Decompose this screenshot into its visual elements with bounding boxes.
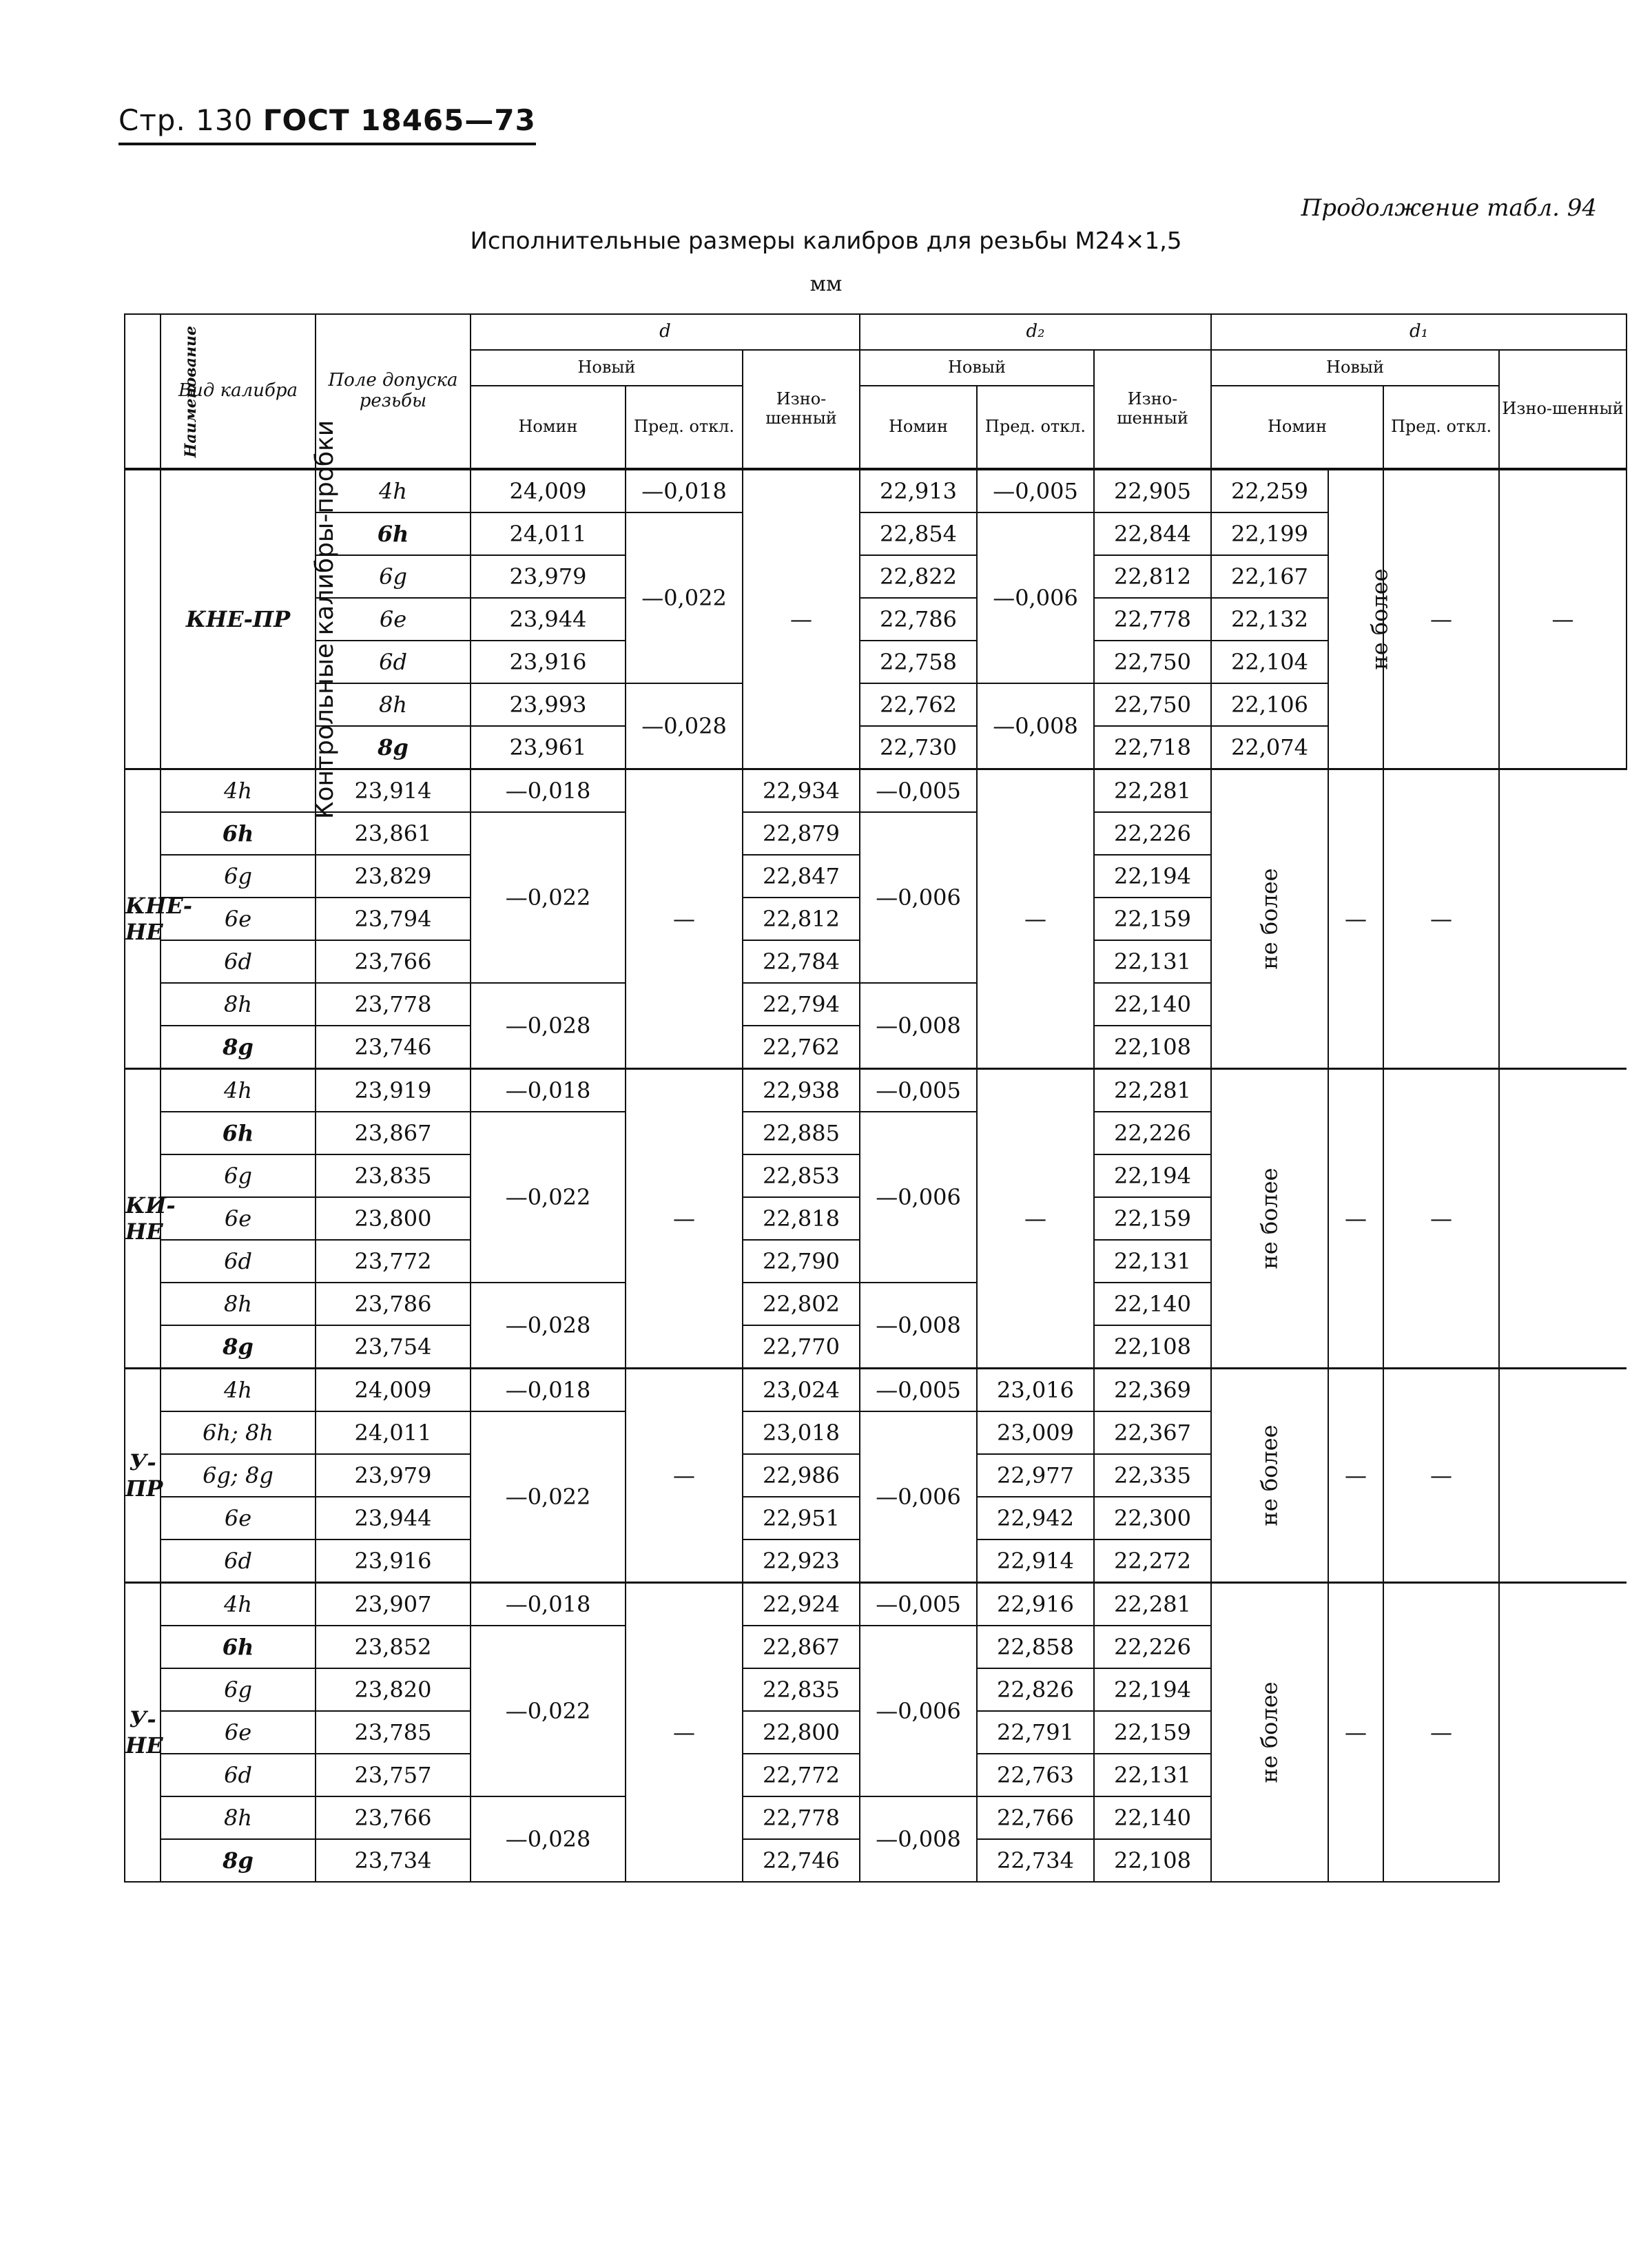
d2-worn-cell: 22,766 — [977, 1796, 1094, 1839]
d-new-header: Новый — [471, 350, 743, 386]
d-nominal-cell: 23,979 — [316, 1454, 471, 1497]
d1-nominal-cell: 22,167 — [1211, 555, 1328, 598]
d2-nominal-cell: 22,762 — [743, 1026, 860, 1069]
d-nominal-cell: 23,916 — [316, 1540, 471, 1583]
gauge-group — [125, 1369, 1627, 1583]
kind-column-header: Вид калибра — [161, 314, 316, 469]
d2-worn-cell: 22,812 — [1094, 555, 1211, 598]
d1-nominal-cell: 22,194 — [1094, 1154, 1211, 1197]
d2-nominal-header: Номин — [860, 386, 977, 469]
gost-number: ГОСТ 18465—73 — [262, 103, 536, 137]
d1-nominal-cell: 22,281 — [1094, 1583, 1211, 1626]
field-cell: 8h — [161, 1796, 316, 1839]
field-cell: 6d — [161, 940, 316, 983]
d2-worn-cell: 22,905 — [1094, 469, 1211, 512]
d-nominal-cell: 23,746 — [316, 1026, 471, 1069]
field-cell: 6d — [316, 641, 471, 683]
d-nominal-cell: 23,867 — [316, 1112, 471, 1154]
table-caption: Исполнительные размеры калибров для резьбы М24×1,5 — [470, 227, 1182, 255]
d2-worn-cell: 22,750 — [1094, 683, 1211, 726]
d-nominal-cell: 23,852 — [316, 1626, 471, 1668]
table-row — [125, 469, 1627, 512]
d2-nominal-cell: 22,772 — [743, 1754, 860, 1796]
d-dev-cell: —0,028 — [471, 1283, 626, 1369]
kind-cell: У-ПР — [125, 1369, 161, 1583]
gauge-group — [125, 769, 1627, 1069]
d2-dev-cell: —0,008 — [860, 983, 977, 1069]
d2-nominal-cell: 22,790 — [743, 1240, 860, 1283]
d-nominal-cell: 23,785 — [316, 1711, 471, 1754]
d2-nominal-cell: 22,835 — [743, 1668, 860, 1711]
d-nominal-cell: 23,772 — [316, 1240, 471, 1283]
d-nominal-cell: 23,914 — [316, 769, 471, 813]
d2-dev-cell: —0,006 — [977, 512, 1094, 683]
d1-column-header: d₁ — [1211, 314, 1627, 350]
table-continuation-note: Продолжение табл. 94 — [1301, 194, 1597, 222]
d-nominal-cell: 23,778 — [316, 983, 471, 1026]
field-cell: 8g — [161, 1839, 316, 1882]
d2-nominal-cell: 22,938 — [743, 1069, 860, 1112]
d-worn-header: Изно-шенный — [743, 350, 860, 469]
d1-nominal-cell: 22,159 — [1094, 1711, 1211, 1754]
d-worn-cell: — — [743, 469, 860, 769]
d2-nominal-cell: 22,758 — [860, 641, 977, 683]
gauge-dimensions-table — [124, 313, 1627, 1883]
d2-worn-cell: 22,734 — [977, 1839, 1094, 1882]
field-cell: 6e — [161, 1711, 316, 1754]
d2-nominal-cell: 22,934 — [743, 769, 860, 813]
d1-nominal-cell: 22,259 — [1211, 469, 1328, 512]
field-cell: 6e — [316, 598, 471, 641]
d2-worn-cell: 22,763 — [977, 1754, 1094, 1796]
d2-dev-header: Пред. откл. — [977, 386, 1094, 469]
field-cell: 6e — [161, 1197, 316, 1240]
d-dev-cell: —0,028 — [471, 1796, 626, 1882]
d1-dev-cell: — — [1383, 469, 1499, 769]
page-header — [118, 103, 536, 145]
d1-limit-cell — [1211, 1583, 1328, 1883]
d-dev-cell: —0,028 — [626, 683, 743, 769]
d2-worn-header: Изно-шенный — [1094, 350, 1211, 469]
d-nominal-cell: 23,786 — [316, 1283, 471, 1325]
d1-limit-cell — [1328, 469, 1393, 769]
d1-worn-cell: — — [1499, 469, 1627, 769]
d-nominal-cell: 23,861 — [316, 812, 471, 855]
d-dev-header: Пред. откл. — [626, 386, 743, 469]
d1-dev-cell: — — [1328, 1369, 1383, 1583]
field-cell: 6g — [316, 555, 471, 598]
d2-nominal-cell: 23,024 — [743, 1369, 860, 1412]
d-dev-cell: —0,022 — [471, 1112, 626, 1283]
field-cell: 6d — [161, 1240, 316, 1283]
d1-nominal-cell: 22,335 — [1094, 1454, 1211, 1497]
d-worn-cell: — — [626, 1583, 743, 1883]
d1-nominal-cell: 22,159 — [1094, 1197, 1211, 1240]
d2-worn-cell: 22,858 — [977, 1626, 1094, 1668]
kind-cell: КНЕ-НЕ — [125, 769, 161, 1069]
d1-nominal-cell: 22,159 — [1094, 898, 1211, 940]
d2-dev-cell: —0,005 — [860, 1583, 977, 1626]
d-nominal-cell: 23,757 — [316, 1754, 471, 1796]
d-nominal-cell: 23,944 — [471, 598, 626, 641]
d1-dev-cell: — — [1328, 1583, 1383, 1883]
d1-nominal-cell: 22,369 — [1094, 1369, 1211, 1412]
d2-nominal-cell: 22,794 — [743, 983, 860, 1026]
not-more-label: не более — [1257, 1168, 1283, 1269]
field-cell: 6h — [161, 1626, 316, 1668]
d-nominal-cell: 23,979 — [471, 555, 626, 598]
field-cell: 8g — [316, 726, 471, 769]
d1-nominal-cell: 22,104 — [1211, 641, 1328, 683]
name-column-header: Наименование — [125, 314, 161, 469]
table-header — [125, 314, 1627, 469]
d1-dev-cell: — — [1328, 1069, 1383, 1369]
not-more-label: не более — [1257, 868, 1283, 970]
d2-dev-cell: —0,008 — [977, 683, 1094, 769]
d2-dev-cell: —0,005 — [860, 1369, 977, 1412]
name-label: Контрольные калибры-пробки — [311, 419, 340, 819]
d2-nominal-cell: 22,986 — [743, 1454, 860, 1497]
d2-worn-cell: 22,791 — [977, 1711, 1094, 1754]
d2-worn-cell: 22,844 — [1094, 512, 1211, 555]
d2-dev-cell: —0,005 — [860, 769, 977, 813]
d2-worn-cell: 23,009 — [977, 1411, 1094, 1454]
d2-worn-cell: — — [977, 769, 1094, 1069]
field-cell: 8h — [316, 683, 471, 726]
d1-nominal-cell: 22,226 — [1094, 812, 1211, 855]
d1-new-header: Новый — [1211, 350, 1499, 386]
d2-worn-cell: 22,750 — [1094, 641, 1211, 683]
d1-worn-cell: — — [1383, 1069, 1499, 1369]
d-dev-cell: —0,022 — [471, 1626, 626, 1796]
d2-worn-cell: 22,977 — [977, 1454, 1094, 1497]
d-dev-cell: —0,022 — [626, 512, 743, 683]
d2-nominal-cell: 22,885 — [743, 1112, 860, 1154]
d2-dev-cell: —0,005 — [977, 469, 1094, 512]
d2-worn-cell: 22,914 — [977, 1540, 1094, 1583]
d2-nominal-cell: 22,913 — [860, 469, 977, 512]
table-row — [125, 1369, 1627, 1412]
d2-worn-cell: 22,826 — [977, 1668, 1094, 1711]
field-cell: 4h — [161, 1069, 316, 1112]
field-cell: 8h — [161, 983, 316, 1026]
d2-nominal-cell: 22,951 — [743, 1497, 860, 1540]
d-worn-cell: — — [626, 769, 743, 1069]
d2-worn-cell: 22,778 — [1094, 598, 1211, 641]
d-dev-cell: —0,018 — [471, 769, 626, 813]
d1-nominal-cell: 22,281 — [1094, 1069, 1211, 1112]
d2-nominal-cell: 22,762 — [860, 683, 977, 726]
table-row — [125, 1069, 1627, 1112]
d2-nominal-cell: 22,847 — [743, 855, 860, 898]
d2-nominal-cell: 22,802 — [743, 1283, 860, 1325]
d2-nominal-cell: 22,822 — [860, 555, 977, 598]
field-cell: 6g — [161, 855, 316, 898]
d1-nominal-cell: 22,272 — [1094, 1540, 1211, 1583]
field-cell: 4h — [316, 469, 471, 512]
field-column-header: Поле допуска резьбы — [316, 314, 471, 469]
field-cell: 6h — [161, 812, 316, 855]
table-row — [125, 1583, 1627, 1626]
d2-column-header: d₂ — [860, 314, 1211, 350]
d-dev-cell: —0,022 — [471, 1411, 626, 1583]
d-nominal-cell: 23,944 — [316, 1497, 471, 1540]
d1-limit-cell — [1211, 1069, 1328, 1369]
d2-nominal-cell: 22,746 — [743, 1839, 860, 1882]
d2-nominal-cell: 22,800 — [743, 1711, 860, 1754]
d-nominal-cell: 23,794 — [316, 898, 471, 940]
d2-nominal-cell: 22,812 — [743, 898, 860, 940]
d1-nominal-cell: 22,226 — [1094, 1112, 1211, 1154]
d2-worn-cell: 23,016 — [977, 1369, 1094, 1412]
d2-dev-cell: —0,006 — [860, 1411, 977, 1583]
d-nominal-cell: 23,993 — [471, 683, 626, 726]
d1-nominal-cell: 22,140 — [1094, 983, 1211, 1026]
d1-nominal-cell: 22,108 — [1094, 1839, 1211, 1882]
d-worn-cell: — — [626, 1369, 743, 1583]
d-nominal-cell: 24,009 — [316, 1369, 471, 1412]
d1-nominal-cell: 22,194 — [1094, 855, 1211, 898]
d-nominal-cell: 24,011 — [471, 512, 626, 555]
d2-nominal-cell: 22,730 — [860, 726, 977, 769]
d-worn-cell: — — [626, 1069, 743, 1369]
kind-cell: КИ-НЕ — [125, 1069, 161, 1369]
d-column-header: d — [471, 314, 860, 350]
field-cell: 4h — [161, 1583, 316, 1626]
field-cell: 6d — [161, 1540, 316, 1583]
field-cell: 6g — [161, 1668, 316, 1711]
d1-dev-header: Пред. откл. — [1383, 386, 1499, 469]
d2-nominal-cell: 22,784 — [743, 940, 860, 983]
not-more-label: не более — [1257, 1424, 1283, 1526]
unit-label: мм — [809, 272, 843, 296]
d2-new-header: Новый — [860, 350, 1094, 386]
d-nominal-cell: 23,907 — [316, 1583, 471, 1626]
field-cell: 8h — [161, 1283, 316, 1325]
field-cell: 4h — [161, 769, 316, 813]
not-more-label: не более — [1257, 1681, 1283, 1783]
d2-dev-cell: —0,008 — [860, 1283, 977, 1369]
d2-worn-cell: 22,718 — [1094, 726, 1211, 769]
field-cell: 6h — [161, 1112, 316, 1154]
d1-worn-header: Изно-шенный — [1499, 350, 1627, 469]
d-nominal-header: Номин — [471, 386, 626, 469]
table-row — [125, 769, 1627, 813]
d1-nominal-cell: 22,108 — [1094, 1325, 1211, 1369]
field-cell: 6e — [161, 1497, 316, 1540]
d-nominal-cell: 23,734 — [316, 1839, 471, 1882]
d-nominal-cell: 23,916 — [471, 641, 626, 683]
d1-dev-cell: — — [1328, 769, 1383, 1069]
d2-nominal-cell: 22,778 — [743, 1796, 860, 1839]
d1-nominal-cell: 22,132 — [1211, 598, 1328, 641]
d2-nominal-cell: 22,770 — [743, 1325, 860, 1369]
d1-worn-cell: — — [1383, 1583, 1499, 1883]
d-dev-cell: —0,018 — [626, 469, 743, 512]
d2-nominal-cell: 22,879 — [743, 812, 860, 855]
d1-nominal-cell: 22,106 — [1211, 683, 1328, 726]
d1-nominal-cell: 22,131 — [1094, 1754, 1211, 1796]
page-number: Стр. 130 — [118, 103, 254, 137]
field-cell: 6h; 8h — [161, 1411, 316, 1454]
d-nominal-cell: 23,829 — [316, 855, 471, 898]
d2-dev-cell: —0,008 — [860, 1796, 977, 1882]
d1-nominal-cell: 22,281 — [1094, 769, 1211, 813]
d1-worn-cell: — — [1383, 1369, 1499, 1583]
d2-nominal-cell: 22,818 — [743, 1197, 860, 1240]
d1-nominal-cell: 22,108 — [1094, 1026, 1211, 1069]
d2-nominal-cell: 22,853 — [743, 1154, 860, 1197]
d1-worn-cell: — — [1383, 769, 1499, 1069]
d-nominal-cell: 23,835 — [316, 1154, 471, 1197]
d-nominal-cell: 24,009 — [471, 469, 626, 512]
d2-dev-cell: —0,006 — [860, 1112, 977, 1283]
d2-dev-cell: —0,006 — [860, 1626, 977, 1796]
field-cell: 8g — [161, 1325, 316, 1369]
kind-cell: У-НЕ — [125, 1583, 161, 1883]
gauge-group — [125, 1069, 1627, 1369]
d1-nominal-cell: 22,140 — [1094, 1283, 1211, 1325]
d-nominal-cell: 23,820 — [316, 1668, 471, 1711]
field-cell: 8g — [161, 1026, 316, 1069]
d-nominal-cell: 23,766 — [316, 1796, 471, 1839]
d-dev-cell: —0,018 — [471, 1069, 626, 1112]
d1-nominal-cell: 22,131 — [1094, 1240, 1211, 1283]
d1-nominal-cell: 22,226 — [1094, 1626, 1211, 1668]
d-nominal-cell: 23,766 — [316, 940, 471, 983]
kind-cell: КНЕ-ПР — [161, 469, 316, 769]
d1-nominal-cell: 22,367 — [1094, 1411, 1211, 1454]
field-cell: 6g — [161, 1154, 316, 1197]
d1-nominal-cell: 22,131 — [1094, 940, 1211, 983]
d2-worn-cell: 22,916 — [977, 1583, 1094, 1626]
d-nominal-cell: 23,754 — [316, 1325, 471, 1369]
gauge-group — [125, 1583, 1627, 1883]
field-cell: 6e — [161, 898, 316, 940]
d1-limit-cell — [1211, 769, 1328, 1069]
d2-nominal-cell: 22,854 — [860, 512, 977, 555]
d-dev-cell: —0,018 — [471, 1583, 626, 1626]
d1-nominal-cell: 22,199 — [1211, 512, 1328, 555]
field-cell: 6g; 8g — [161, 1454, 316, 1497]
d1-nominal-cell: 22,074 — [1211, 726, 1328, 769]
d2-nominal-cell: 22,924 — [743, 1583, 860, 1626]
d2-nominal-cell: 22,867 — [743, 1626, 860, 1668]
d2-nominal-cell: 23,018 — [743, 1411, 860, 1454]
d1-nominal-cell: 22,194 — [1094, 1668, 1211, 1711]
field-cell: 4h — [161, 1369, 316, 1412]
d1-nominal-cell: 22,300 — [1094, 1497, 1211, 1540]
d2-dev-cell: —0,006 — [860, 812, 977, 983]
d-nominal-cell: 23,961 — [471, 726, 626, 769]
d2-worn-cell: 22,942 — [977, 1497, 1094, 1540]
d-nominal-cell: 23,919 — [316, 1069, 471, 1112]
d2-nominal-cell: 22,786 — [860, 598, 977, 641]
d-nominal-cell: 23,800 — [316, 1197, 471, 1240]
d-dev-cell: —0,018 — [471, 1369, 626, 1412]
d2-dev-cell: —0,005 — [860, 1069, 977, 1112]
d-dev-cell: —0,028 — [471, 983, 626, 1069]
field-cell: 6d — [161, 1754, 316, 1796]
d1-limit-cell — [1211, 1369, 1328, 1583]
d-nominal-cell: 24,011 — [316, 1411, 471, 1454]
d-dev-cell: —0,022 — [471, 812, 626, 983]
d1-nominal-cell: 22,140 — [1094, 1796, 1211, 1839]
not-more-label: не более — [1366, 568, 1393, 670]
d2-worn-cell: — — [977, 1069, 1094, 1369]
d2-nominal-cell: 22,923 — [743, 1540, 860, 1583]
d1-nominal-header: Номин — [1211, 386, 1383, 469]
field-cell: 6h — [316, 512, 471, 555]
